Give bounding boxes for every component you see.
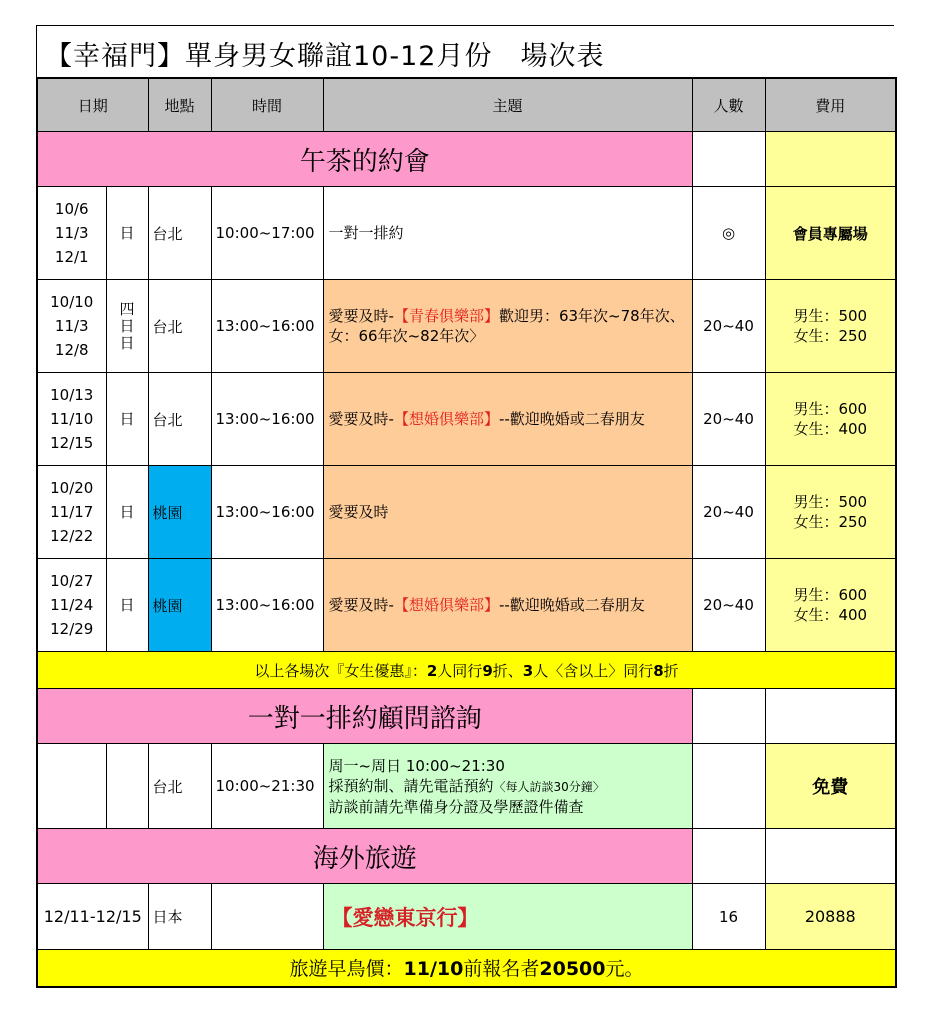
consult-documents: 訪談前請先準備身分證及學歷證件備查 — [328, 797, 584, 816]
empty-cell — [765, 829, 896, 884]
consult-booking — [329, 776, 687, 797]
empty-cell — [37, 744, 106, 829]
consult-time: 10:00~21:30 — [211, 744, 323, 829]
event-weekday: 日 — [106, 373, 148, 466]
band-number: 20500 — [539, 958, 606, 981]
consult-row — [37, 744, 896, 829]
fee-female: 女生：250 — [793, 513, 868, 531]
header-fee: 費用 — [765, 78, 896, 132]
fee-male: 男生：600 — [793, 400, 868, 418]
travel-count: 16 — [692, 884, 765, 950]
event-location: 台北 — [148, 373, 211, 466]
event-count: 20~40 — [692, 559, 765, 652]
event-time: 13:00~16:00 — [211, 373, 323, 466]
event-fee: 會員專屬場 — [765, 187, 896, 280]
discount-band — [37, 652, 896, 689]
table-row — [37, 187, 896, 280]
event-fee — [765, 466, 896, 559]
club-name: 【想婚俱樂部】 — [393, 410, 499, 428]
band-text: 前報名者 — [463, 958, 540, 981]
fee-cell-empty — [765, 132, 896, 187]
consult-duration-note: 〈每人訪談30分鐘〉 — [493, 779, 605, 794]
topic-text: 一對一排約 — [328, 224, 404, 242]
event-count: 20~40 — [692, 466, 765, 559]
page-title: 【幸福門】單身男女聯誼10-12月份 場次表 — [45, 41, 605, 72]
fee-female: 女生：250 — [793, 327, 868, 345]
table-row — [37, 280, 896, 373]
table-row — [37, 373, 896, 466]
band-text: 折 — [663, 661, 679, 680]
fee-male: 男生：500 — [793, 493, 868, 511]
event-time: 13:00~16:00 — [211, 280, 323, 373]
band-number: 2 — [426, 661, 438, 680]
consult-booking-text: 採預約制、請先電話預約 — [328, 776, 494, 795]
event-weekday: 日 — [106, 466, 148, 559]
empty-cell — [106, 744, 148, 829]
consult-hours: 周一~周日 10:00~21:30 — [328, 756, 505, 775]
header-row — [37, 78, 896, 132]
topic-detail: --歡迎晚婚或二春朋友 — [498, 596, 645, 614]
topic-text: 愛要及時- — [328, 307, 394, 325]
table-row — [37, 559, 896, 652]
travel-fee: 20888 — [765, 884, 896, 950]
band-text: 折、 — [492, 661, 523, 680]
event-location: 台北 — [148, 187, 211, 280]
event-dates: 10/27 11/24 12/29 — [37, 559, 106, 652]
section-row-consult — [37, 689, 896, 744]
event-count: 20~40 — [692, 280, 765, 373]
band-number: 9 — [482, 661, 493, 680]
event-fee — [765, 559, 896, 652]
event-topic — [323, 559, 692, 652]
travel-location: 日本 — [148, 884, 211, 950]
header-count: 人數 — [692, 78, 765, 132]
event-topic — [323, 280, 692, 373]
event-topic — [323, 187, 692, 280]
section-row-travel — [37, 829, 896, 884]
travel-dates: 12/11-12/15 — [37, 884, 148, 950]
empty-cell — [692, 132, 765, 187]
travel-topic — [323, 884, 692, 950]
section-title-consult: 一對一排約顧問諮詢 — [37, 689, 692, 744]
empty-cell — [692, 829, 765, 884]
event-count: ◎ — [692, 187, 765, 280]
event-dates: 10/6 11/3 12/1 — [37, 187, 106, 280]
travel-band-row — [37, 950, 896, 987]
event-dates: 10/20 11/17 12/22 — [37, 466, 106, 559]
event-topic — [323, 373, 692, 466]
consult-fee: 免費 — [765, 744, 896, 829]
empty-cell — [692, 744, 765, 829]
band-text: 人同行 — [437, 661, 483, 680]
club-name: 【想婚俱樂部】 — [393, 596, 499, 614]
discount-band-row — [37, 652, 896, 689]
club-name: 【青春俱樂部】 — [393, 307, 499, 325]
topic-detail: 歡迎男：63年次~78年次、女：66年次~82年次〉 — [328, 307, 685, 345]
band-text: 旅遊早鳥價： — [289, 958, 404, 981]
empty-cell — [765, 689, 896, 744]
event-fee — [765, 373, 896, 466]
empty-cell — [211, 884, 323, 950]
band-text: 人〈含以上〉同行 — [533, 661, 654, 680]
event-topic — [323, 466, 692, 559]
event-location: 桃園 — [148, 559, 211, 652]
event-dates: 10/10 11/3 12/8 — [37, 280, 106, 373]
event-weekday: 日 — [106, 187, 148, 280]
event-weekday: 四 日 日 — [106, 280, 148, 373]
topic-text: 愛要及時- — [328, 410, 394, 428]
header-topic: 主題 — [323, 78, 692, 132]
consult-topic — [323, 744, 692, 829]
topic-text: 愛要及時- — [328, 596, 394, 614]
band-number: 3 — [522, 661, 534, 680]
travel-band — [37, 950, 896, 987]
event-time: 10:00~17:00 — [211, 187, 323, 280]
band-number: 8 — [653, 661, 664, 680]
event-weekday: 日 — [106, 559, 148, 652]
empty-cell — [692, 689, 765, 744]
header-location: 地點 — [148, 78, 211, 132]
fee-female: 女生：400 — [793, 420, 868, 438]
event-time: 13:00~16:00 — [211, 559, 323, 652]
topic-text: 愛要及時 — [328, 503, 389, 521]
event-dates: 10/13 11/10 12/15 — [37, 373, 106, 466]
topic-detail: --歡迎晚婚或二春朋友 — [498, 410, 645, 428]
section-row-tea — [37, 132, 896, 187]
fee-female: 女生：400 — [793, 606, 868, 624]
fee-male: 男生：500 — [793, 307, 868, 325]
consult-location: 台北 — [148, 744, 211, 829]
event-location: 台北 — [148, 280, 211, 373]
section-title-tea: 午茶的約會 — [37, 132, 692, 187]
title-box — [36, 25, 894, 77]
band-number: 11/10 — [403, 958, 464, 981]
table-row — [37, 466, 896, 559]
fee-male: 男生：600 — [793, 586, 868, 604]
travel-topic-text: 【愛戀東京行】 — [331, 905, 479, 930]
event-location: 桃園 — [148, 466, 211, 559]
event-time: 13:00~16:00 — [211, 466, 323, 559]
section-title-travel: 海外旅遊 — [37, 829, 692, 884]
band-text: 以上各場次『女生優惠』： — [254, 661, 427, 680]
schedule-table — [36, 77, 897, 988]
header-date: 日期 — [37, 78, 148, 132]
band-text: 元。 — [605, 958, 644, 981]
event-count: 20~40 — [692, 373, 765, 466]
travel-row — [37, 884, 896, 950]
event-fee — [765, 280, 896, 373]
header-time: 時間 — [211, 78, 323, 132]
